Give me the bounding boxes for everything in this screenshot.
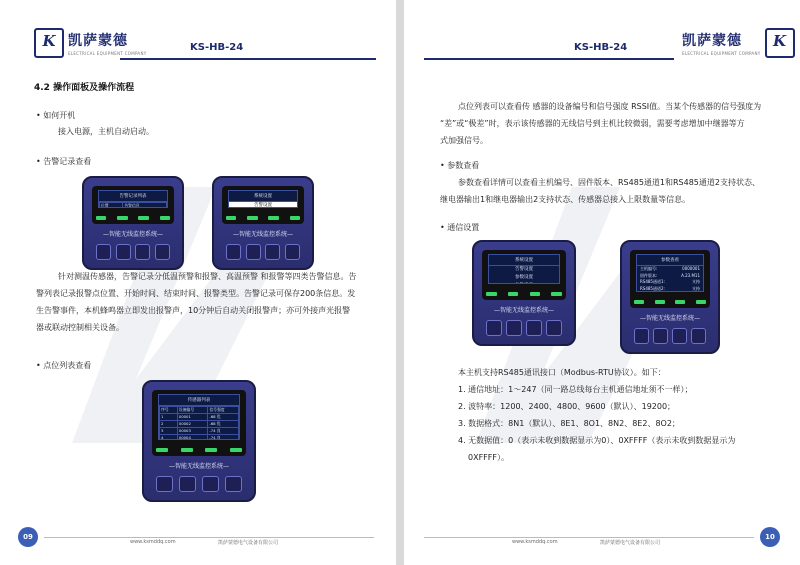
param-view-screen bbox=[636, 254, 704, 292]
device-button-2[interactable] bbox=[653, 328, 668, 344]
device-button-1[interactable] bbox=[486, 320, 502, 336]
header-rule bbox=[424, 58, 674, 60]
device-button-3[interactable] bbox=[202, 476, 219, 492]
device-button-2[interactable] bbox=[116, 244, 131, 260]
brand-name: 凯萨蒙德 bbox=[682, 33, 742, 49]
left-footer bbox=[0, 533, 396, 549]
param-row: 固件版本: A.23.M11 bbox=[640, 272, 700, 278]
point-list-screen: 传感器列表 序号 设备编号 信号强度 1 00001 -68 优 2 00002 -68 优 3 00003 -74 良 4 00004 -74 良 bbox=[158, 394, 240, 440]
page-number: 09 bbox=[18, 527, 38, 547]
device-param-view bbox=[620, 240, 720, 354]
param-line-2: 继电器输出1和继电器输出2支持状态、传感器总接入上限数量等信息。 bbox=[440, 195, 691, 204]
menu-item[interactable] bbox=[489, 282, 559, 284]
item-power-on-title: • 如何开机 bbox=[36, 111, 76, 120]
device-button-4[interactable] bbox=[155, 244, 170, 260]
comm-item: 1. 通信地址：1～247（同一路总线每台主机通信地址须不一样）； bbox=[458, 385, 693, 394]
menu-screen-title: 系统设置 bbox=[229, 191, 297, 202]
device-label: —智能无线监控系统— bbox=[493, 307, 554, 314]
device-alarm-records bbox=[82, 176, 184, 270]
device-comm-settings bbox=[472, 240, 576, 346]
comm-intro: 本主机支持RS485通讯接口（Modbus-RTU协议）。如下： bbox=[458, 368, 666, 377]
brand-logo bbox=[682, 28, 795, 58]
comm-title: • 通信设置 bbox=[440, 223, 480, 232]
right-page bbox=[404, 0, 800, 565]
brand-tagline: ELECTRICAL EQUIPMENT COMPANY bbox=[682, 51, 761, 56]
model-title: KS-HB-24 bbox=[190, 42, 244, 53]
intro-line-1: 点位列表可以查看传 感器的设备编号和信号强度 RSSI值。当某个传感器的信号强度为 bbox=[458, 102, 762, 111]
param-title: • 参数查看 bbox=[440, 161, 480, 170]
device-label: —智能无线监控系统— bbox=[102, 231, 163, 238]
device-button-3[interactable] bbox=[526, 320, 542, 336]
param-row: RS485通道1: 支持 bbox=[640, 279, 700, 284]
device-button-4[interactable] bbox=[225, 476, 242, 492]
left-page bbox=[0, 0, 396, 565]
param-line-1: 参数查看详情可以查看主机编号、固件版本、RS485通道1和RS485通道2支持状态、 bbox=[458, 178, 760, 187]
logo-mark-icon: K bbox=[765, 28, 795, 58]
device-button-1[interactable] bbox=[96, 244, 111, 260]
device-point-list bbox=[142, 380, 256, 502]
device-button-1[interactable] bbox=[634, 328, 649, 344]
comm-item: 4. 无数据值：0（表示未收到数据显示为0）、0XFFFF（表示未收到数据显示为 bbox=[458, 436, 736, 445]
model-title: KS-HB-24 bbox=[574, 42, 628, 53]
alarm-screen-title: 告警记录列表 bbox=[99, 191, 167, 202]
right-header bbox=[404, 28, 800, 58]
alarm-para-1: 针对测温传感器，告警记录分低温预警和报警、高温预警 和报警等四类告警信息。告 bbox=[58, 272, 357, 281]
comm-item: 0XFFFF）。 bbox=[468, 453, 509, 462]
device-button-3[interactable] bbox=[672, 328, 687, 344]
device-button-1[interactable] bbox=[156, 476, 173, 492]
logo-mark-icon: K bbox=[34, 28, 64, 58]
device-label: —智能无线监控系统— bbox=[232, 231, 293, 238]
device-button-4[interactable] bbox=[546, 320, 562, 336]
intro-line-2: “差”或“极差”时，表示该传感器的无线信号到主机比较微弱，需要考虑增加中继器等方 bbox=[440, 119, 745, 128]
device-button-2[interactable] bbox=[179, 476, 196, 492]
param-row: 主机编号: 0000001 bbox=[640, 266, 700, 271]
menu-item[interactable]: 参数设置 bbox=[515, 275, 533, 280]
item-alarm-title: • 告警记录查看 bbox=[36, 157, 92, 166]
alarm-records-screen: 告警记录列表 位置 告警信息 bbox=[98, 190, 168, 208]
device-button-4[interactable] bbox=[285, 244, 300, 260]
menu-item[interactable]: 告警设置 bbox=[515, 267, 533, 272]
device-button-1[interactable] bbox=[226, 244, 241, 260]
alarm-para-4: 器或联动控制相关设备。 bbox=[36, 323, 124, 332]
section-title: 4.2 操作面板及操作流程 bbox=[34, 83, 135, 93]
left-header bbox=[0, 28, 396, 58]
header-rule bbox=[120, 58, 376, 60]
right-footer bbox=[404, 533, 800, 549]
item-power-on-body: 接入电源，主机自动启动。 bbox=[58, 127, 154, 136]
comm-item: 2. 波特率：1200、2400、4800、9600（默认）、19200； bbox=[458, 402, 676, 411]
comm-item: 3. 数据格式：8N1（默认）、8E1、8O1、8N2、8E2、8O2； bbox=[458, 419, 680, 428]
device-button-2[interactable] bbox=[246, 244, 261, 260]
device-label: —智能无线监控系统— bbox=[639, 315, 700, 322]
device-button-3[interactable] bbox=[265, 244, 280, 260]
system-menu-screen bbox=[228, 190, 298, 208]
brand-logo bbox=[34, 28, 147, 58]
alarm-para-3: 生告警事件，本机蜂鸣器立即发出报警声，10分钟后自动关闭报警声；亦可外接声光报警 bbox=[36, 306, 351, 315]
menu-screen-title: 系统设置 bbox=[489, 255, 559, 266]
footer-url[interactable]: www.ksmddq.com bbox=[512, 539, 558, 545]
device-label: —智能无线监控系统— bbox=[168, 463, 229, 470]
alarm-para-2: 警列表记录报警点位置、开始时间、结束时间、报警类型。告警记录可保存200条信息。发 bbox=[36, 289, 356, 298]
footer-url[interactable]: www.ksmddq.com bbox=[130, 539, 176, 545]
intro-line-3: 式加强信号。 bbox=[440, 136, 488, 145]
point-screen-title: 传感器列表 bbox=[159, 395, 239, 406]
footer-company: 凯萨蒙德电气设备有限公司 bbox=[600, 540, 661, 546]
device-button-2[interactable] bbox=[506, 320, 522, 336]
brand-name: 凯萨蒙德 bbox=[68, 33, 128, 49]
comm-menu-screen bbox=[488, 254, 560, 284]
param-screen-title: 参数查看 bbox=[637, 255, 703, 266]
device-system-menu bbox=[212, 176, 314, 270]
item-point-list-title: • 点位列表查看 bbox=[36, 361, 92, 370]
footer-company: 凯萨蒙德电气设备有限公司 bbox=[218, 540, 279, 546]
brand-tagline: ELECTRICAL EQUIPMENT COMPANY bbox=[68, 51, 147, 56]
menu-item[interactable]: 告警设置 bbox=[229, 202, 297, 208]
page-number: 10 bbox=[760, 527, 780, 547]
device-button-3[interactable] bbox=[135, 244, 150, 260]
param-row: RS485通道2: 支持 bbox=[640, 285, 700, 291]
device-button-4[interactable] bbox=[691, 328, 706, 344]
